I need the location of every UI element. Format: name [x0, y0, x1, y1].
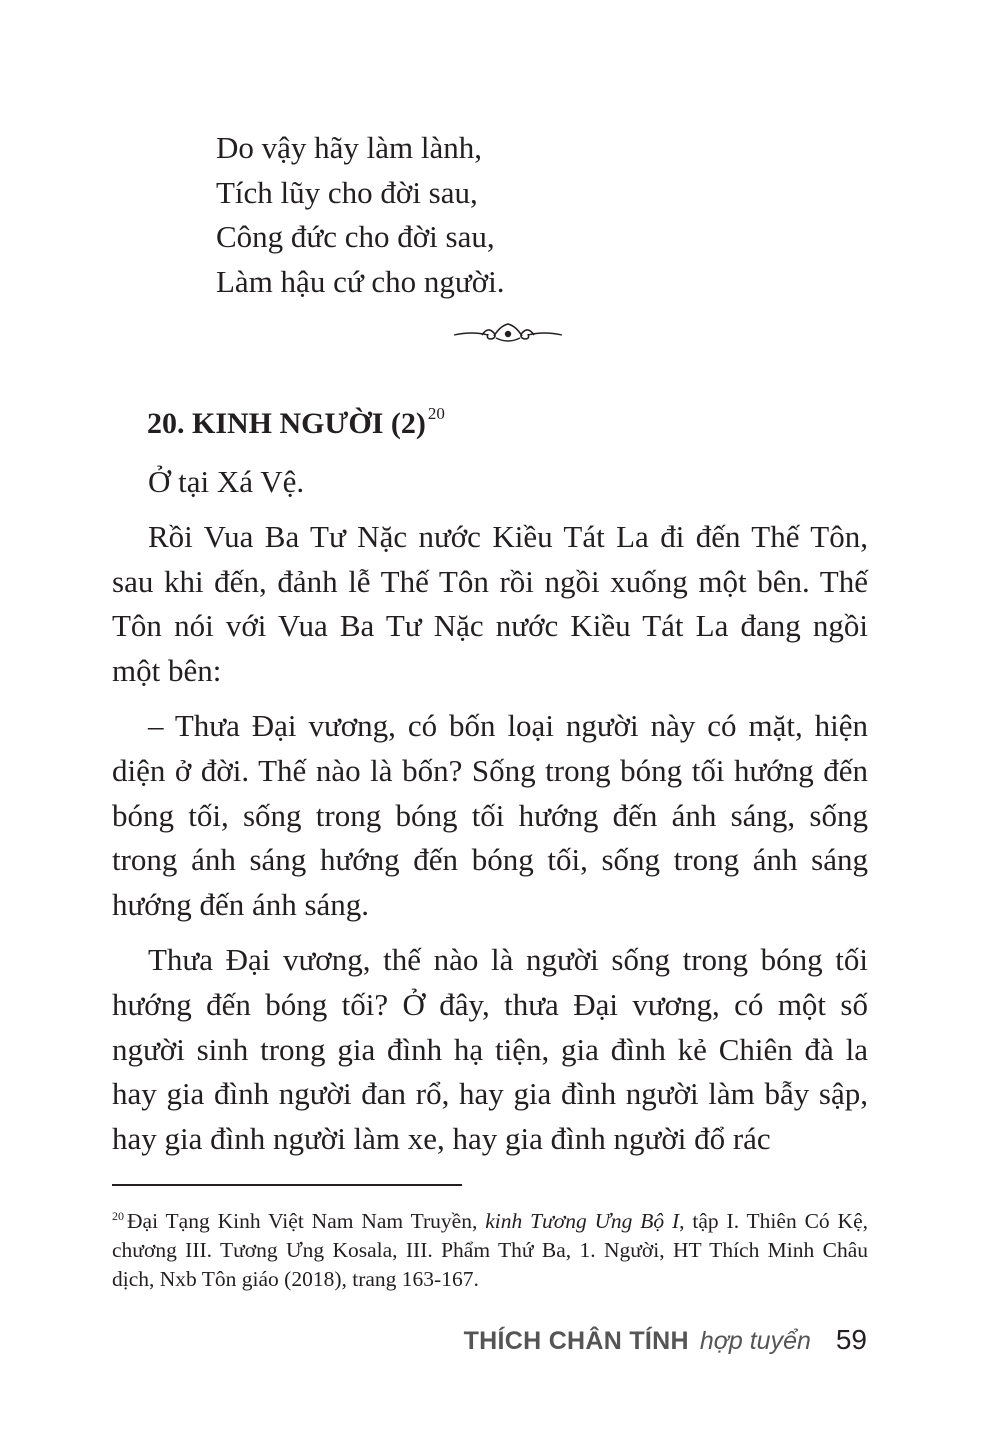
- verse-line: Làm hậu cứ cho người.: [216, 263, 505, 299]
- paragraph: Rồi Vua Ba Tư Nặc nước Kiều Tát La đi đến Thế Tôn, sau khi đến, đảnh lễ Thế Tôn rồi ngồi xuống một bên. Thế Tôn nói với Vua Ba Tư Nặc nước Kiều Tát La đang ngồi một bên:: [112, 518, 868, 689]
- footnote-number: 20: [112, 1209, 124, 1223]
- page-number: 59: [835, 1324, 867, 1355]
- footer-author: THÍCH CHÂN TÍNH: [463, 1327, 689, 1355]
- footnote: [112, 1202, 868, 1294]
- paragraph: Ở tại Xá Vệ.: [148, 464, 305, 499]
- footnote-italic-title: kinh Tương Ưng Bộ I: [485, 1209, 680, 1233]
- footnote-text-after: , tập I. Thiên Có Kệ, chương III. Tương Ưng Kosala, III. Phẩm Thứ Ba, 1. Người, HT Thích Minh Châu dịch, Nxb Tôn giáo (2018), trang 163-167.: [112, 1209, 868, 1291]
- footer-collection: hợp tuyển: [699, 1327, 811, 1355]
- section-title: 20. KINH NGƯỜI (2): [147, 407, 426, 440]
- body-text: [112, 460, 868, 1172]
- section-heading: [147, 404, 445, 441]
- footnote-text-before: Đại Tạng Kinh Việt Nam Nam Truyền,: [127, 1209, 486, 1233]
- footnote-separator: [112, 1184, 462, 1186]
- paragraph: Thưa Đại vương, thế nào là người sống trong bóng tối hướng đến bóng tối? Ở đây, thưa Đại vương, có một số người sinh trong gia đình hạ tiện, gia đình kẻ Chiên đà la hay gia đình người đan rổ, hay gia đình người làm bẫy sập, hay gia đình người làm xe, hay gia đình người đổ rác: [112, 941, 868, 1157]
- verse-line: Tích lũy cho đời sau,: [216, 174, 478, 210]
- verse-line: Công đức cho đời sau,: [216, 219, 495, 254]
- paragraph: – Thưa Đại vương, có bốn loại người này có mặt, hiện diện ở đời. Thế nào là bốn? Sống trong bóng tối hướng đến bóng tối, sống trong bóng tối hướng đến ánh sáng, sống trong ánh sáng hướng đến bóng tối, sống trong ánh sáng hướng đến ánh sáng.: [112, 707, 868, 923]
- verse-line: Do vậy hãy làm lành,: [216, 130, 483, 165]
- footnote-reference: 20: [427, 404, 445, 423]
- page-footer: [464, 1324, 867, 1356]
- verse-block: [216, 126, 504, 304]
- ornament-divider-icon: [452, 318, 564, 348]
